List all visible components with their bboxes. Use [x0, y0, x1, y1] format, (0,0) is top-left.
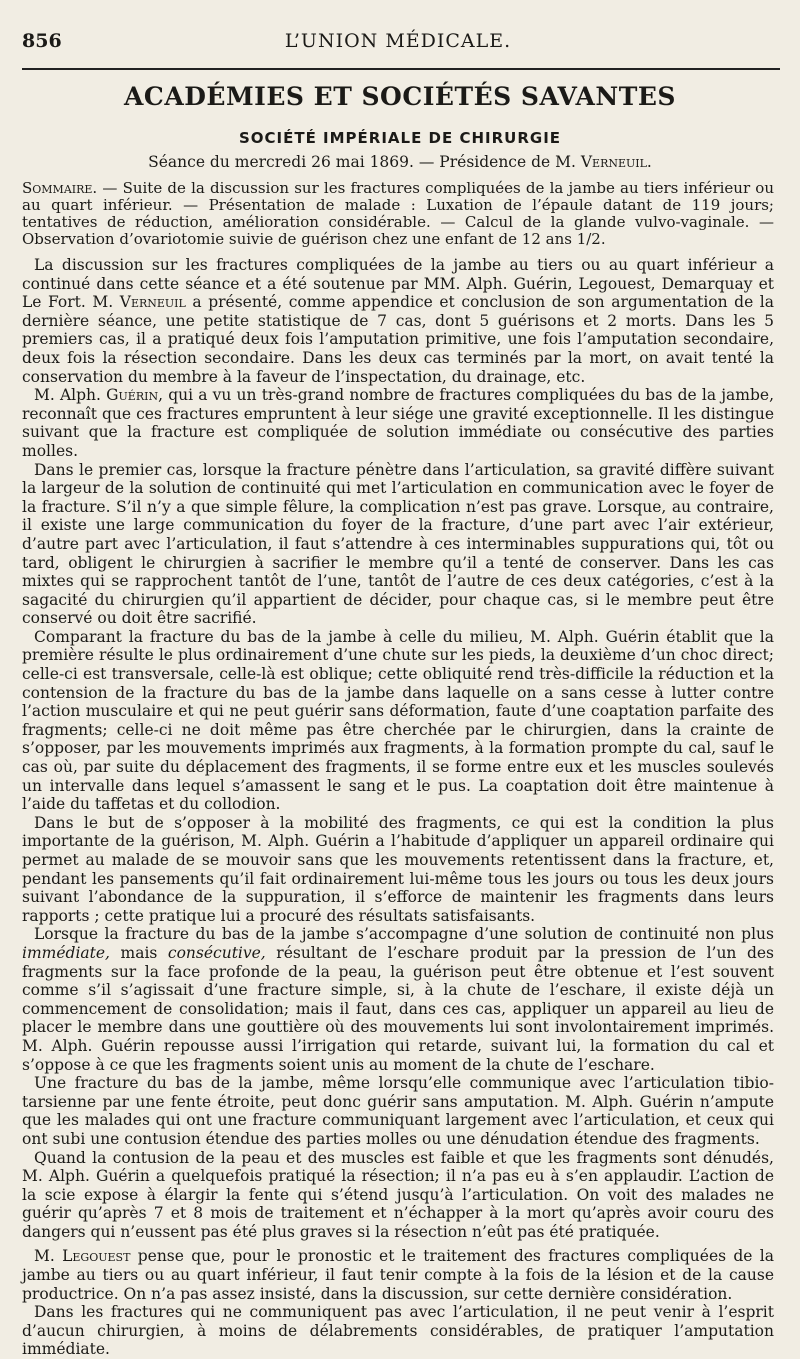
header-rule [22, 68, 780, 70]
section-title: ACADÉMIES ET SOCIÉTÉS SAVANTES [124, 82, 676, 111]
journal-title: L’UNION MÉDICALE. [284, 30, 512, 52]
paragraph-2 [22, 386, 774, 460]
speaker-name: Verneuil [119, 293, 186, 312]
paragraph-1-text-c: a présenté, comme appendice et conclusion de son argumentation de la dernière séance, une petite statistique de 7 cas, dont 5 guérisons et 2 morts. Dans les 5 premiers cas, il a pratiqué deux fois l’amputation primitive, une fois l’amputation secondaire, deux fois la résection secondaire. Dans les deux cas terminés par la mort, on avait tenté la conservation du membre à la faveur de l’inspectation, du drainage, etc. [22, 293, 774, 386]
paragraph-2-text-a: M. Alph. [34, 386, 107, 405]
paragraph-8: Quand la contusion de la peau et des muscles est faible et que les fragments sont dénudés, M. Alph. Guérin a quelquefois pratiqué la résection; il n’a pas eu à s’en applaudir. L’action de la scie expose à élargir la fente qui s’étend jusqu’à l’articulation. On voit des malades ne guérir qu’après 7 et 8 mois de traitement et n’échapper à la mort qu’après avoir couru des dangers qui n’eussent pas été plus graves si la résection n’eût pas été pratiquée. [22, 1148, 774, 1241]
summary [22, 180, 774, 248]
session-text: Séance du mercredi 26 mai 1869. — Présidence de M. [148, 153, 581, 171]
session-line [0, 153, 800, 171]
speaker-name: Guérin, [106, 386, 164, 405]
society-name: SOCIÉTÉ IMPÉRIALE DE CHIRURGIE [238, 129, 562, 147]
paragraph-4: Comparant la fracture du bas de la jambe à celle du milieu, M. Alph. Guérin établit que la première résulte le plus ordinairement d’une chute sur les pieds, la deuxième d’un choc direct; celle-ci est transversale, celle-là est oblique; cette obliquité rend très-difficile la réduction et la contension de la fracture du bas de la jambe dans laquelle on a sans cesse à lutter contre l’action musculaire et qui ne peut guérir sans déformation, faute d’une coaptation parfaite des fragments; celle-ci ne doit même pas être cherchée par le chirurgien, dans la crainte de s’opposer, par les mouvements imprimés aux fragments, à la formation prompte du cal, sauf le cas où, par suite du déplacement des fragments, il se forme entre eux et les muscles soulevés un intervalle dans lequel s’amassent le sang et le pus. La coaptation doit être maintenue à l’aide du taffetas et du collodion. [22, 627, 774, 814]
paragraph-6-text-a: Lorsque la fracture du bas de la jambe s’accompagne d’une solution de continuité non plus [34, 925, 774, 944]
paragraph-6-text-c: résultant de l’eschare produit par la pression de l’un des fragments sur la face profonde de la peau, la guérison peut être obtenue et l’est souvent comme s’il s’agissait d’une fracture simple, si, à la chute de l’eschare, il existe déjà un commencement de consolidation; mais il faut, dans ces cas, appliquer un appareil au lieu de placer le membre dans une gouttière où des mouvements lui sont involontairement imprimés. M. Alph. Guérin repousse aussi l’irrigation qui retarde, suivant lui, la formation du cal et s’oppose à ce que les fragments soient unis au moment de la chute de l’eschare. [22, 943, 774, 1074]
italic-term: consécutive, [167, 943, 266, 962]
summary-label: Sommaire. [22, 179, 98, 197]
page-number: 856 [22, 30, 62, 52]
italic-term: immédiate, [22, 943, 110, 962]
session-president: Verneuil. [580, 153, 652, 171]
paragraph-5: Dans le but de s’opposer à la mobilité des fragments, ce qui est la condition la plus importante de la guérison, M. Alph. Guérin a l’habitude d’appliquer un appareil ordinaire qui permet au malade de se mouvoir sans que les mouvements retentissent dans la fracture, et, pendant les pansements qu’il fait ordinairement lui-même tous les jours ou tous les deux jours suivant l’abondance de la suppuration, il s’efforce de maintenir les fragments dans leurs rapports ; cette pratique lui a procuré des résultats satisfaisants. [22, 813, 774, 925]
summary-text: — Suite de la discussion sur les fractures compliquées de la jambe au tiers inférieur ou au quart inférieur. — Présentation de malade : Luxation de l’épaule datant de 119 jours; tentatives de réduction, amélioration considérable. — Calcul de la glande vulvo-vaginale. — Observation d’ovariotomie suivie de guérison chez une enfant de 12 ans 1/2. [22, 179, 774, 248]
article-body [22, 256, 774, 1359]
paragraph-9-text-c: pense que, pour le pronostic et le traitement des fractures compliquées de la jambe au tiers ou au quart inférieur, il faut tenir compte à la fois de la lésion et de la cause productrice. On n’a pas assez insisté, dans la discussion, sur cette dernière considération. [22, 1247, 774, 1303]
paragraph-1-text-a: La discussion sur les fractures compliquées de la jambe au tiers ou au quart inférieur a continué dans cette séance et a été soutenue par MM. Alph. Guérin, Legouest, Demarquay et Le Fort. M. [22, 256, 774, 312]
paragraph-3: Dans le premier cas, lorsque la fracture pénètre dans l’articulation, sa gravité diffère suivant la largeur de la solution de continuité qui met l’articulation en communication avec le foyer de la fracture. S’il n’y a que simple fêlure, la complication n’est pas grave. Lorsque, au contraire, il existe une large communication du foyer de la fracture, d’une part avec l’air extérieur, d’autre part avec l’articulation, il faut s’attendre à ces interminables suppurations qui, tôt ou tard, obligent le chirurgien à sacrifier le membre qu’il a tenté de conserver. Dans les cas mixtes qui se rapprochent tantôt de l’une, tantôt de l’autre de ces deux catégories, c’est à la sagacité du chirurgien qu’il appartient de décider, pour chaque cas, si le membre peut être conservé ou doit être sacrifié. [22, 460, 774, 628]
paragraph-7: Une fracture du bas de la jambe, même lorsqu’elle communique avec l’articulation tibio-tarsienne par une fente étroite, peut donc guérir sans amputation. M. Alph. Guérin n’ampute que les malades qui ont une fracture communiquant largement avec l’articulation, et ceux qui ont subi une contusion étendue des parties molles ou une dénudation étendue des fragments. [22, 1074, 774, 1148]
paragraph-9-text-a: M. [34, 1247, 63, 1266]
paragraph-10: Dans les fractures qui ne communiquent pas avec l’articulation, il ne peut venir à l’esprit d’aucun chirurgien, à moins de délabrements considérables, de pratiquer l’amputation immédiate. [22, 1303, 774, 1359]
paragraph-6-text-b: mais [109, 943, 168, 962]
paragraph-9 [22, 1247, 774, 1303]
paragraph-6 [22, 925, 774, 1074]
speaker-name: Legouest [62, 1247, 131, 1266]
paragraph-1 [22, 256, 774, 386]
running-head [22, 30, 774, 54]
paragraph-2-text-c: qui a vu un très-grand nombre de fractures compliquées du bas de la jambe, reconnaît que ces fractures empruntent à leur siége une gravité exceptionnelle. Il les distingue suivant que la fracture est compliquée de solution immédiate ou consécutive des parties molles. [22, 386, 775, 460]
